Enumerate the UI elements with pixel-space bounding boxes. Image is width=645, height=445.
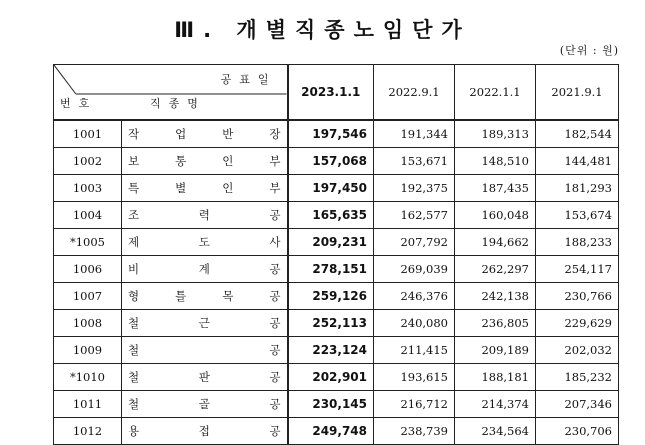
job-name-char: 작 [128, 127, 140, 141]
corner-number-label: 번호 [60, 97, 98, 110]
wage-table [53, 64, 619, 445]
job-name-char: 접 [198, 424, 210, 438]
job-name-char: 공 [269, 370, 281, 384]
wage-cell: 144,481 [536, 148, 619, 175]
job-name-char: 인 [222, 154, 234, 168]
row-number: 1008 [54, 310, 122, 337]
job-name-char: 철 [128, 397, 140, 411]
corner-announce-label: 공표일 [220, 73, 277, 86]
job-name-char: 사 [269, 235, 281, 249]
wage-cell: 148,510 [455, 148, 536, 175]
wage-cell: 230,706 [536, 418, 619, 445]
row-number: *1010 [54, 364, 122, 391]
wage-cell: 182,544 [536, 120, 619, 148]
job-name [122, 120, 288, 148]
wage-cell: 207,346 [536, 391, 619, 418]
job-name [122, 391, 288, 418]
corner-job-label: 직종명 [150, 97, 206, 110]
unit-label: (단위 : 원) [559, 44, 619, 57]
table-row [54, 202, 619, 229]
wage-cell: 193,615 [374, 364, 455, 391]
table-row [54, 364, 619, 391]
wage-cell: 160,048 [455, 202, 536, 229]
table-row [54, 418, 619, 445]
table-row [54, 120, 619, 148]
job-name-char: 목 [222, 289, 234, 303]
wage-cell: 191,344 [374, 120, 455, 148]
wage-cell: 209,231 [288, 229, 374, 256]
table-row [54, 229, 619, 256]
header-date: 2021.9.1 [536, 65, 619, 121]
wage-cell: 246,376 [374, 283, 455, 310]
job-name-char: 공 [269, 424, 281, 438]
wage-cell: 202,901 [288, 364, 374, 391]
wage-cell: 238,739 [374, 418, 455, 445]
job-name [122, 202, 288, 229]
job-name-char: 장 [269, 127, 281, 141]
wage-cell: 165,635 [288, 202, 374, 229]
wage-cell: 214,374 [455, 391, 536, 418]
wage-cell: 207,792 [374, 229, 455, 256]
table-row [54, 283, 619, 310]
job-name-char: 반 [222, 127, 234, 141]
job-name-char: 특 [128, 181, 140, 195]
wage-cell: 202,032 [536, 337, 619, 364]
wage-cell: 197,450 [288, 175, 374, 202]
job-name-char: 통 [175, 154, 187, 168]
header-date: 2022.1.1 [455, 65, 536, 121]
job-name-char: 철 [128, 370, 140, 384]
job-name-char: 공 [269, 289, 281, 303]
job-name-char: 공 [269, 262, 281, 276]
wage-cell: 230,145 [288, 391, 374, 418]
wage-cell: 211,415 [374, 337, 455, 364]
wage-cell: 209,189 [455, 337, 536, 364]
job-name-char: 별 [175, 181, 187, 195]
job-name-char: 조 [128, 208, 140, 222]
row-number: 1003 [54, 175, 122, 202]
wage-cell: 197,546 [288, 120, 374, 148]
job-name [122, 175, 288, 202]
job-name-char: 형 [128, 289, 140, 303]
job-name-char: 제 [128, 235, 140, 249]
job-name-char: 보 [128, 154, 140, 168]
wage-cell: 153,671 [374, 148, 455, 175]
job-name [122, 229, 288, 256]
corner-header [54, 65, 288, 121]
wage-cell: 240,080 [374, 310, 455, 337]
table-row [54, 310, 619, 337]
wage-cell: 181,293 [536, 175, 619, 202]
row-number: 1009 [54, 337, 122, 364]
wage-cell: 242,138 [455, 283, 536, 310]
job-name [122, 337, 288, 364]
job-name [122, 310, 288, 337]
wage-cell: 223,124 [288, 337, 374, 364]
row-number: 1001 [54, 120, 122, 148]
job-name [122, 418, 288, 445]
job-name-char: 부 [269, 154, 281, 168]
table-row [54, 337, 619, 364]
wage-cell: 194,662 [455, 229, 536, 256]
job-name-char: 력 [198, 208, 210, 222]
wage-cell: 262,297 [455, 256, 536, 283]
job-name-char: 철 [128, 316, 140, 330]
wage-cell: 157,068 [288, 148, 374, 175]
wage-cell: 234,564 [455, 418, 536, 445]
page-title: Ⅲ. 개별직종노임단가 [174, 18, 471, 42]
wage-cell: 189,313 [455, 120, 536, 148]
wage-cell: 216,712 [374, 391, 455, 418]
wage-cell: 229,629 [536, 310, 619, 337]
job-name-char: 공 [269, 343, 281, 357]
table-header-row [54, 65, 619, 121]
job-name [122, 364, 288, 391]
wage-cell: 236,805 [455, 310, 536, 337]
row-number: *1005 [54, 229, 122, 256]
job-name-char: 판 [198, 370, 210, 384]
job-name-char: 비 [128, 262, 140, 276]
wage-cell: 187,435 [455, 175, 536, 202]
wage-cell: 185,232 [536, 364, 619, 391]
row-number: 1002 [54, 148, 122, 175]
wage-cell: 254,117 [536, 256, 619, 283]
wage-cell: 153,674 [536, 202, 619, 229]
job-name-char: 용 [128, 424, 140, 438]
job-name-char: 계 [198, 262, 210, 276]
wage-cell: 162,577 [374, 202, 455, 229]
table-row [54, 148, 619, 175]
wage-cell: 230,766 [536, 283, 619, 310]
row-number: 1012 [54, 418, 122, 445]
row-number: 1011 [54, 391, 122, 418]
wage-cell: 188,233 [536, 229, 619, 256]
header-date: 2022.9.1 [374, 65, 455, 121]
table-row [54, 256, 619, 283]
wage-cell: 259,126 [288, 283, 374, 310]
job-name [122, 283, 288, 310]
job-name-char: 공 [269, 397, 281, 411]
row-number: 1004 [54, 202, 122, 229]
job-name-char: 틀 [175, 289, 187, 303]
job-name-char: 철 [128, 343, 140, 357]
job-name [122, 148, 288, 175]
job-name [122, 256, 288, 283]
job-name-char: 공 [269, 208, 281, 222]
job-name-char: 근 [198, 316, 210, 330]
job-name-char: 인 [222, 181, 234, 195]
job-name-char: 부 [269, 181, 281, 195]
wage-cell: 249,748 [288, 418, 374, 445]
table-row [54, 175, 619, 202]
wage-cell: 278,151 [288, 256, 374, 283]
job-name-char: 골 [198, 397, 210, 411]
job-name-char: 공 [269, 316, 281, 330]
job-name-char: 업 [175, 127, 187, 141]
header-date: 2023.1.1 [288, 65, 374, 121]
wage-cell: 188,181 [455, 364, 536, 391]
row-number: 1007 [54, 283, 122, 310]
table-row [54, 391, 619, 418]
wage-cell: 269,039 [374, 256, 455, 283]
wage-cell: 192,375 [374, 175, 455, 202]
job-name-char: 도 [198, 235, 210, 249]
wage-cell: 252,113 [288, 310, 374, 337]
row-number: 1006 [54, 256, 122, 283]
